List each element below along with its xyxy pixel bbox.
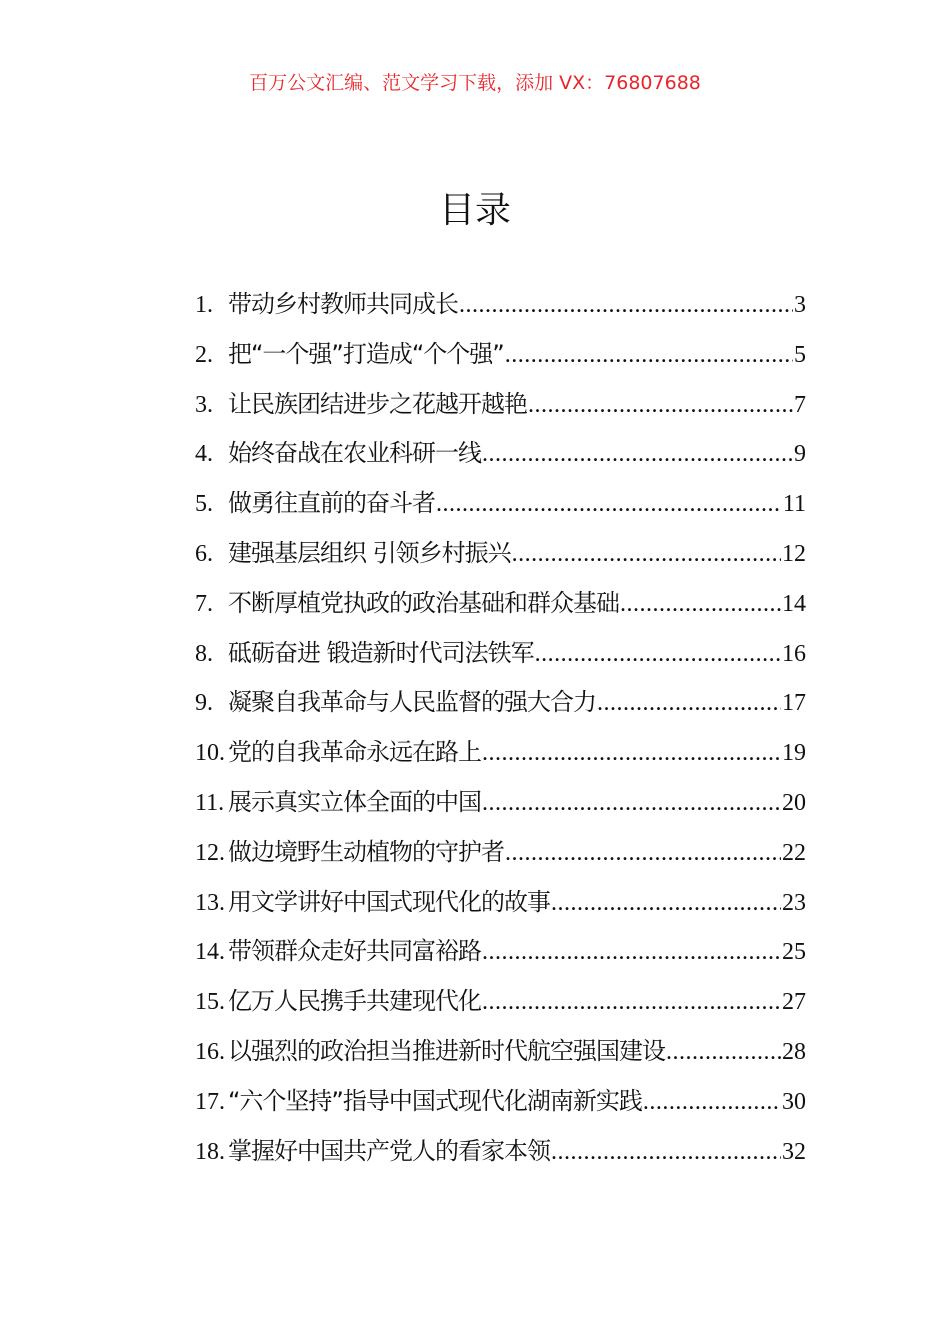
toc-title: 做边境野生动植物的守护者	[228, 837, 504, 866]
dot-leader	[482, 790, 781, 817]
dot-leader	[597, 690, 781, 717]
toc-entry[interactable]	[195, 682, 806, 732]
toc-page-number: 16	[782, 640, 806, 667]
toc-number: 8.	[195, 640, 213, 667]
toc-entry[interactable]	[195, 633, 806, 683]
toc-title: 带动乡村教师共同成长	[228, 290, 458, 318]
toc-title: 用文学讲好中国式现代化的故事	[228, 887, 550, 916]
toc-page-number: 12	[782, 540, 806, 567]
toc-entry[interactable]	[195, 832, 806, 882]
toc-title: 党的自我革命永远在路上	[228, 738, 481, 767]
toc-title: 始终奋战在农业科研一线	[228, 439, 481, 468]
toc-number: 14.	[195, 939, 225, 966]
page-title: 目录	[438, 190, 511, 231]
toc-title: “六个坚持”指导中国式现代化湖南新实践	[228, 1086, 642, 1115]
toc-number: 18.	[195, 1138, 225, 1165]
toc-page-number: 9	[794, 441, 806, 468]
toc-number: 4.	[195, 441, 213, 468]
toc-number: 17.	[195, 1088, 225, 1115]
toc-entry[interactable]	[195, 334, 806, 384]
toc-number: 16.	[195, 1038, 225, 1065]
table-of-contents	[195, 284, 806, 1180]
dot-leader	[643, 1089, 781, 1116]
toc-page-number: 32	[782, 1138, 806, 1165]
toc-title: 把“一个强”打造成“个个强”	[228, 339, 504, 368]
dot-leader	[482, 939, 781, 966]
toc-entry[interactable]	[195, 1031, 806, 1081]
toc-entry[interactable]	[195, 782, 806, 832]
toc-number: 12.	[195, 839, 225, 866]
dot-leader	[551, 890, 781, 917]
toc-page-number: 30	[782, 1088, 806, 1115]
toc-number: 5.	[195, 491, 213, 518]
toc-title: 亿万人民携手共建现代化	[228, 987, 481, 1016]
dot-leader	[482, 989, 781, 1016]
dot-leader	[436, 491, 782, 518]
toc-page-number: 23	[782, 889, 806, 916]
toc-number: 2.	[195, 341, 213, 368]
toc-number: 11.	[195, 789, 225, 816]
toc-number: 3.	[195, 391, 213, 418]
dot-leader	[482, 740, 781, 767]
dot-leader	[505, 840, 781, 867]
toc-title: 掌握好中国共产党人的看家本领	[228, 1136, 550, 1165]
toc-number: 6.	[195, 540, 213, 567]
toc-page-number: 3	[794, 292, 806, 318]
toc-page-number: 5	[794, 341, 806, 368]
dot-leader	[528, 392, 793, 419]
toc-entry[interactable]	[195, 1081, 806, 1131]
toc-number: 15.	[195, 989, 225, 1016]
toc-title: 凝聚自我革命与人民监督的强大合力	[228, 688, 596, 717]
toc-number: 7.	[195, 590, 213, 617]
toc-number: 9.	[195, 690, 213, 717]
toc-page-number: 19	[782, 740, 806, 767]
toc-title: 展示真实立体全面的中国	[228, 787, 481, 816]
toc-entry[interactable]	[195, 1131, 806, 1181]
toc-entry[interactable]	[195, 433, 806, 483]
toc-number: 13.	[195, 889, 225, 916]
toc-entry[interactable]	[195, 882, 806, 932]
dot-leader	[666, 1039, 781, 1066]
toc-title: 做勇往直前的奋斗者	[228, 489, 435, 518]
toc-title: 以强烈的政治担当推进新时代航空强国建设	[228, 1036, 665, 1065]
toc-page-number: 28	[782, 1038, 806, 1065]
toc-page-number: 27	[782, 989, 806, 1016]
toc-entry[interactable]	[195, 931, 806, 981]
toc-title: 让民族团结进步之花越开越艳	[228, 389, 527, 418]
toc-page-number: 11	[782, 491, 806, 518]
toc-page-number: 14	[782, 590, 806, 617]
toc-page-number: 25	[782, 939, 806, 966]
dot-leader	[505, 342, 793, 369]
toc-page-number: 20	[782, 789, 806, 816]
dot-leader	[482, 441, 793, 468]
toc-title: 砥砺奋进 锻造新时代司法铁军	[228, 638, 534, 667]
toc-number: 10.	[195, 740, 225, 767]
dot-leader	[551, 1139, 781, 1166]
toc-page-number: 7	[794, 391, 806, 418]
dot-leader	[512, 541, 781, 568]
toc-page-number: 22	[782, 839, 806, 866]
toc-entry[interactable]	[195, 384, 806, 434]
toc-entry[interactable]	[195, 732, 806, 782]
toc-page-number: 17	[782, 690, 806, 717]
dot-leader	[459, 292, 793, 319]
watermark-banner: 百万公文汇编、范文学习下载，添加 VX：76807688	[249, 72, 701, 94]
dot-leader	[535, 641, 781, 668]
toc-number: 1.	[195, 292, 213, 318]
toc-entry[interactable]	[195, 483, 806, 533]
toc-entry[interactable]	[195, 284, 806, 334]
toc-title: 不断厚植党执政的政治基础和群众基础	[228, 588, 619, 617]
toc-entry[interactable]	[195, 981, 806, 1031]
toc-title: 建强基层组织 引领乡村振兴	[228, 538, 511, 567]
dot-leader	[620, 591, 781, 618]
toc-title: 带领群众走好共同富裕路	[228, 937, 481, 966]
toc-entry[interactable]	[195, 583, 806, 633]
toc-entry[interactable]	[195, 533, 806, 583]
